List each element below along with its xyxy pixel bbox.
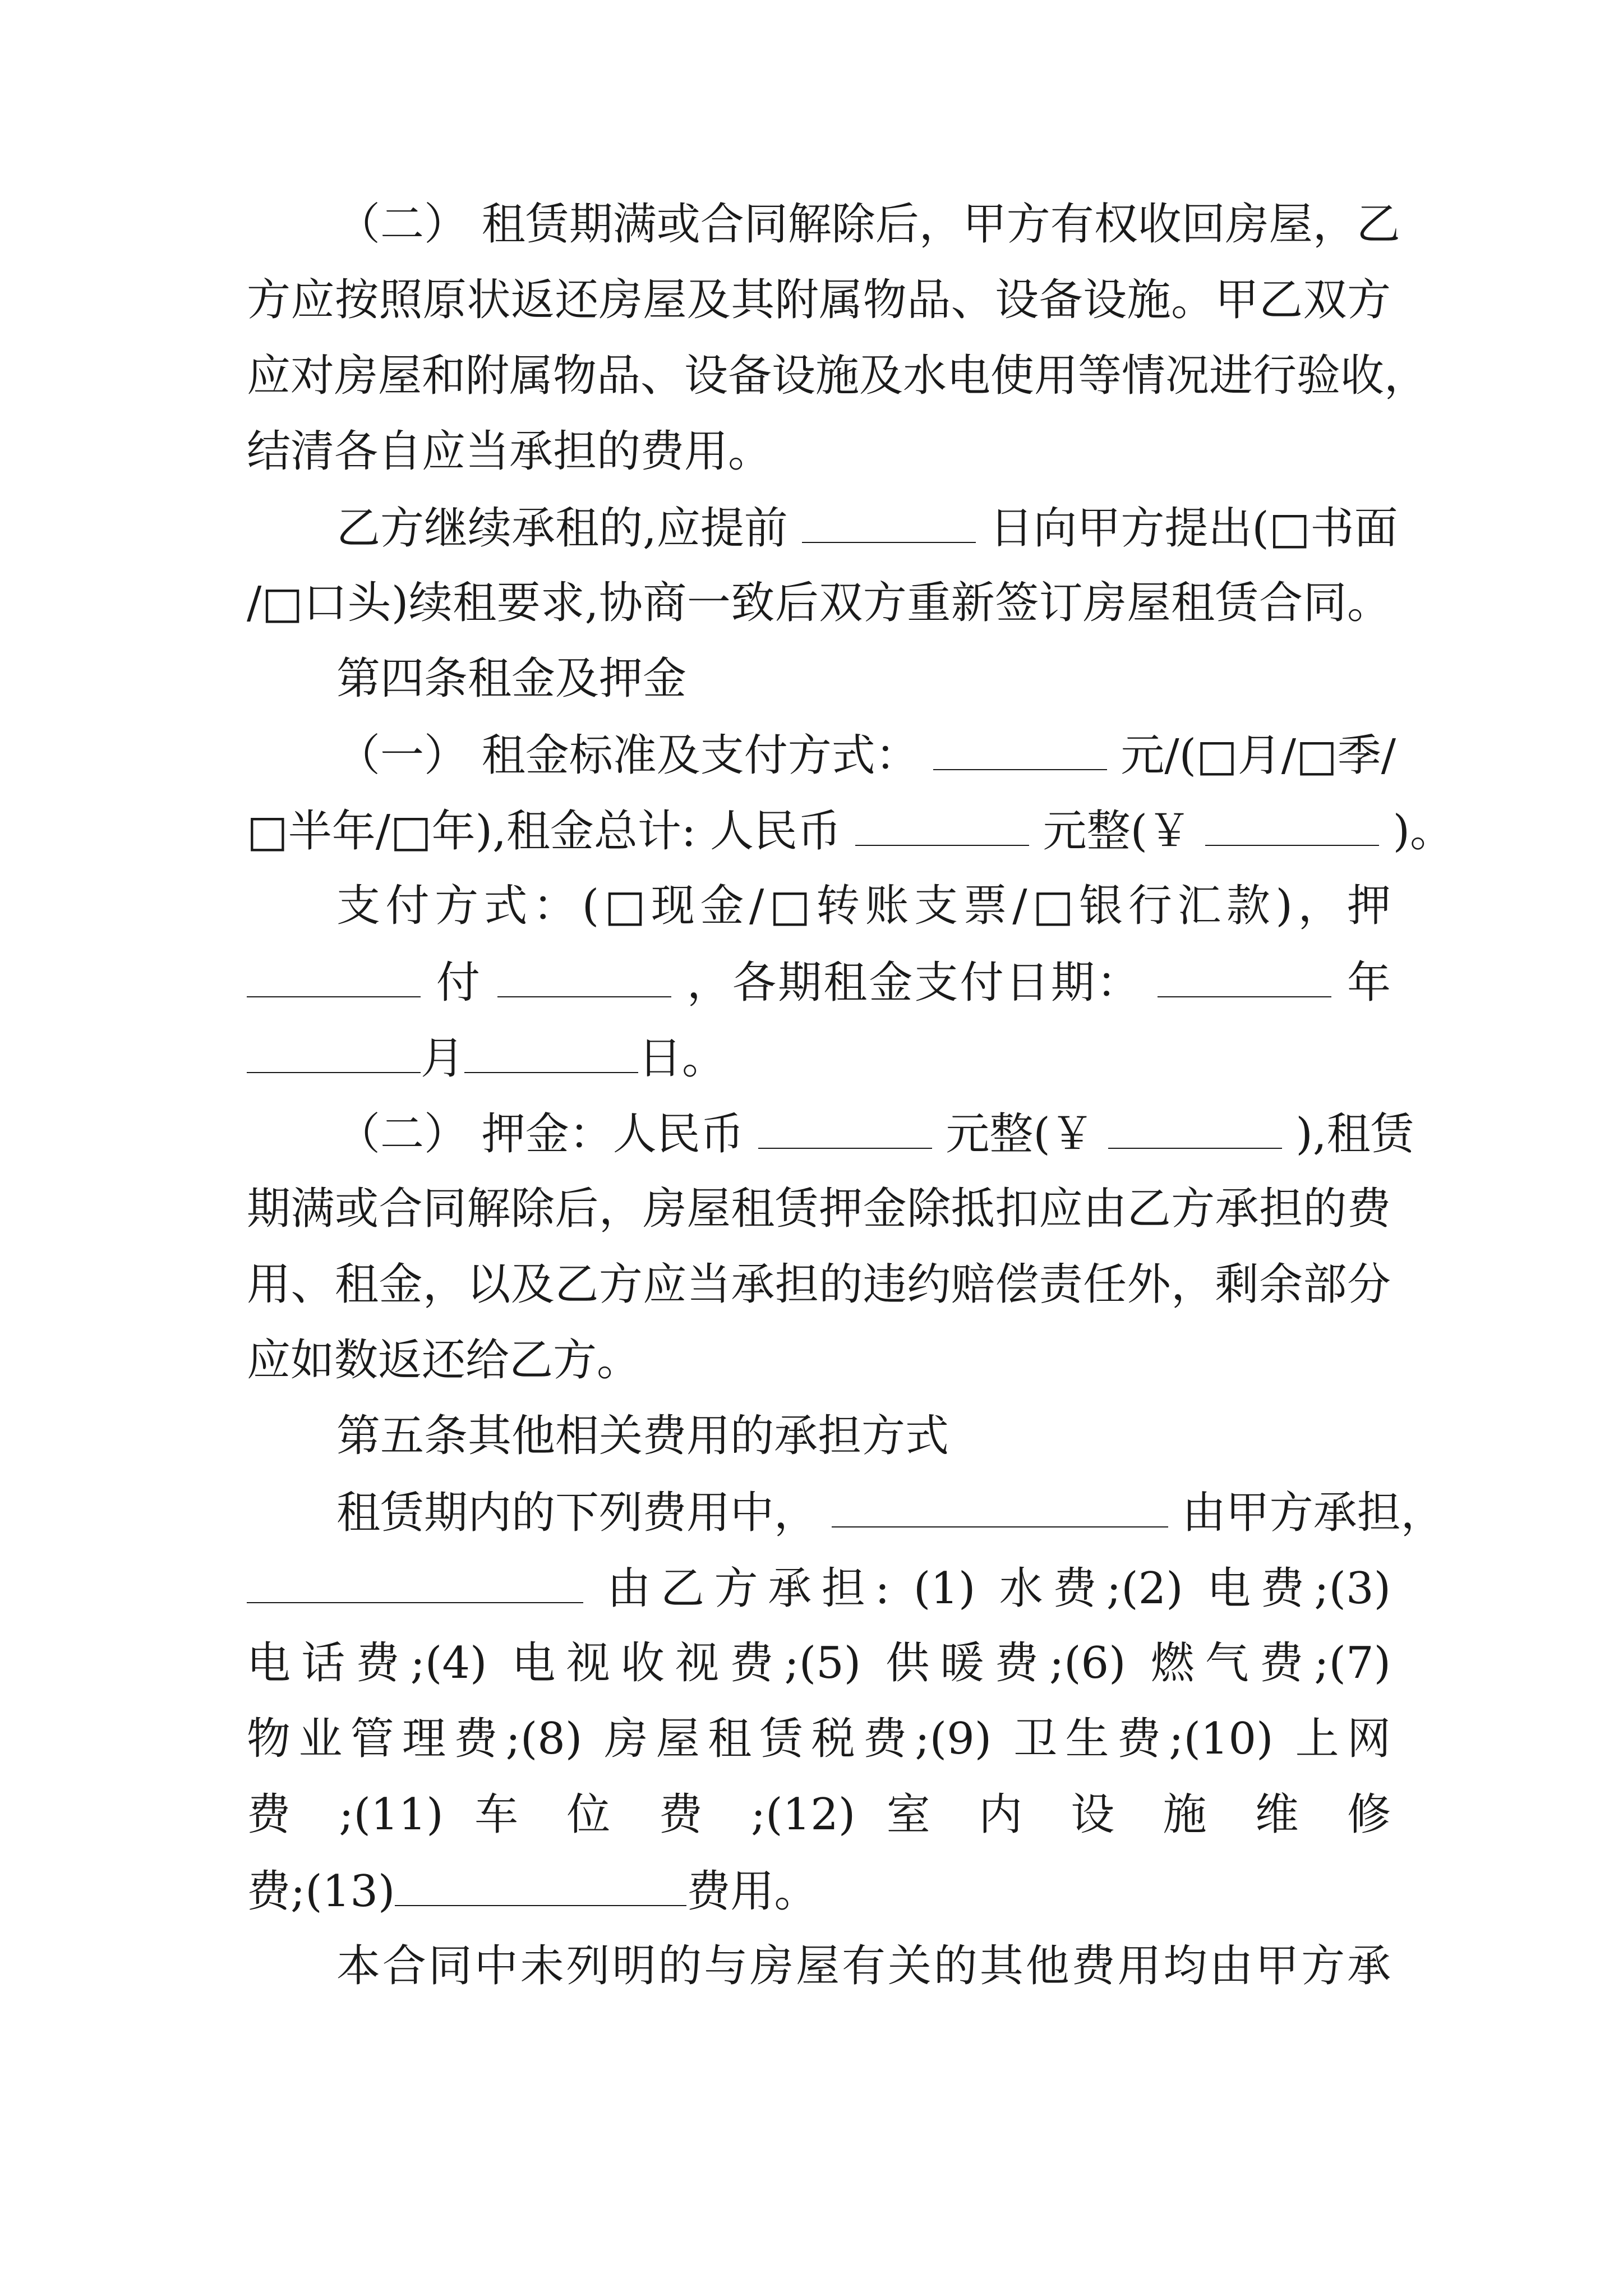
text-line: 月 日。 [247,1029,1391,1085]
text-line: 付 ，各期租金支付日期： 年 [247,954,1391,1010]
blank-field [832,1484,1168,1527]
blank-field [247,1029,421,1073]
text-line: 租赁期内的下列费用中， 由甲方承担， [336,1484,1391,1540]
text-line: 方应按照原状返还房屋及其附属物品、设备设施。甲乙双方 [247,275,1391,325]
text-line: 电话费;(4) 电视收视费;(5) 供暖费;(6) 燃气费;(7) [247,1638,1391,1688]
text-line: 乙方继续承租的,应提前 日向甲方提出(□书面 [336,499,1391,555]
blank-field [247,1559,583,1603]
section-heading: 第四条租金及押金 [336,654,687,704]
text-line: 本合同中未列明的与房屋有关的其他费用均由甲方承 [336,1941,1391,1991]
text-line: /□口头)续租要求,协商一致后双方重新签订房屋租赁合同。 [247,578,1391,628]
blank-field [1205,802,1379,846]
blank-field [395,1862,686,1906]
text-line: 期满或合同解除后，房屋租赁押金除抵扣应由乙方承担的费 [247,1184,1391,1234]
text-line: （二） 租赁期满或合同解除后，甲方有权收回房屋，乙 [336,199,1400,250]
text-line: □半年/□年),租金总计: 人民币 元整(￥ )。 [247,802,1391,858]
text-line: 由乙方承担: (1) 水费;(2) 电费;(3) [247,1559,1391,1616]
blank-field [802,499,976,543]
blank-field [1108,1105,1282,1149]
text-line: 费 ;(11) 车 位 费 ;(12) 室 内 设 施 维 修 [247,1789,1391,1840]
text-line: （一） 租金标准及支付方式： 元/(□月/□季/ [336,726,1391,783]
blank-field [497,954,671,997]
text-line: 物业管理费;(8) 房屋租赁税费;(9) 卫生费;(10) 上网 [247,1714,1391,1764]
text-line: 结清各自应当承担的费用。 [247,426,772,477]
text-line: 用、租金，以及乙方应当承担的违约赔偿责任外，剩余部分 [247,1259,1391,1310]
blank-field [247,954,421,997]
text-line: 支付方式：(□现金/□转账支票/□银行汇款)，押 [336,881,1391,931]
text-line: （二） 押金：人民币 元整(￥ ),租赁 [336,1105,1391,1161]
blank-field [933,726,1107,770]
section-heading: 第五条其他相关费用的承担方式 [336,1411,949,1461]
text-line: 应对房屋和附属物品、设备设施及水电使用等情况进行验收， [247,351,1428,401]
text-line: 应如数返还给乙方。 [247,1335,641,1386]
blank-field [464,1029,638,1073]
text-line: 费;(13) 费用。 [247,1862,1391,1918]
blank-field [855,802,1029,846]
blank-field [1158,954,1331,997]
blank-field [758,1105,932,1149]
